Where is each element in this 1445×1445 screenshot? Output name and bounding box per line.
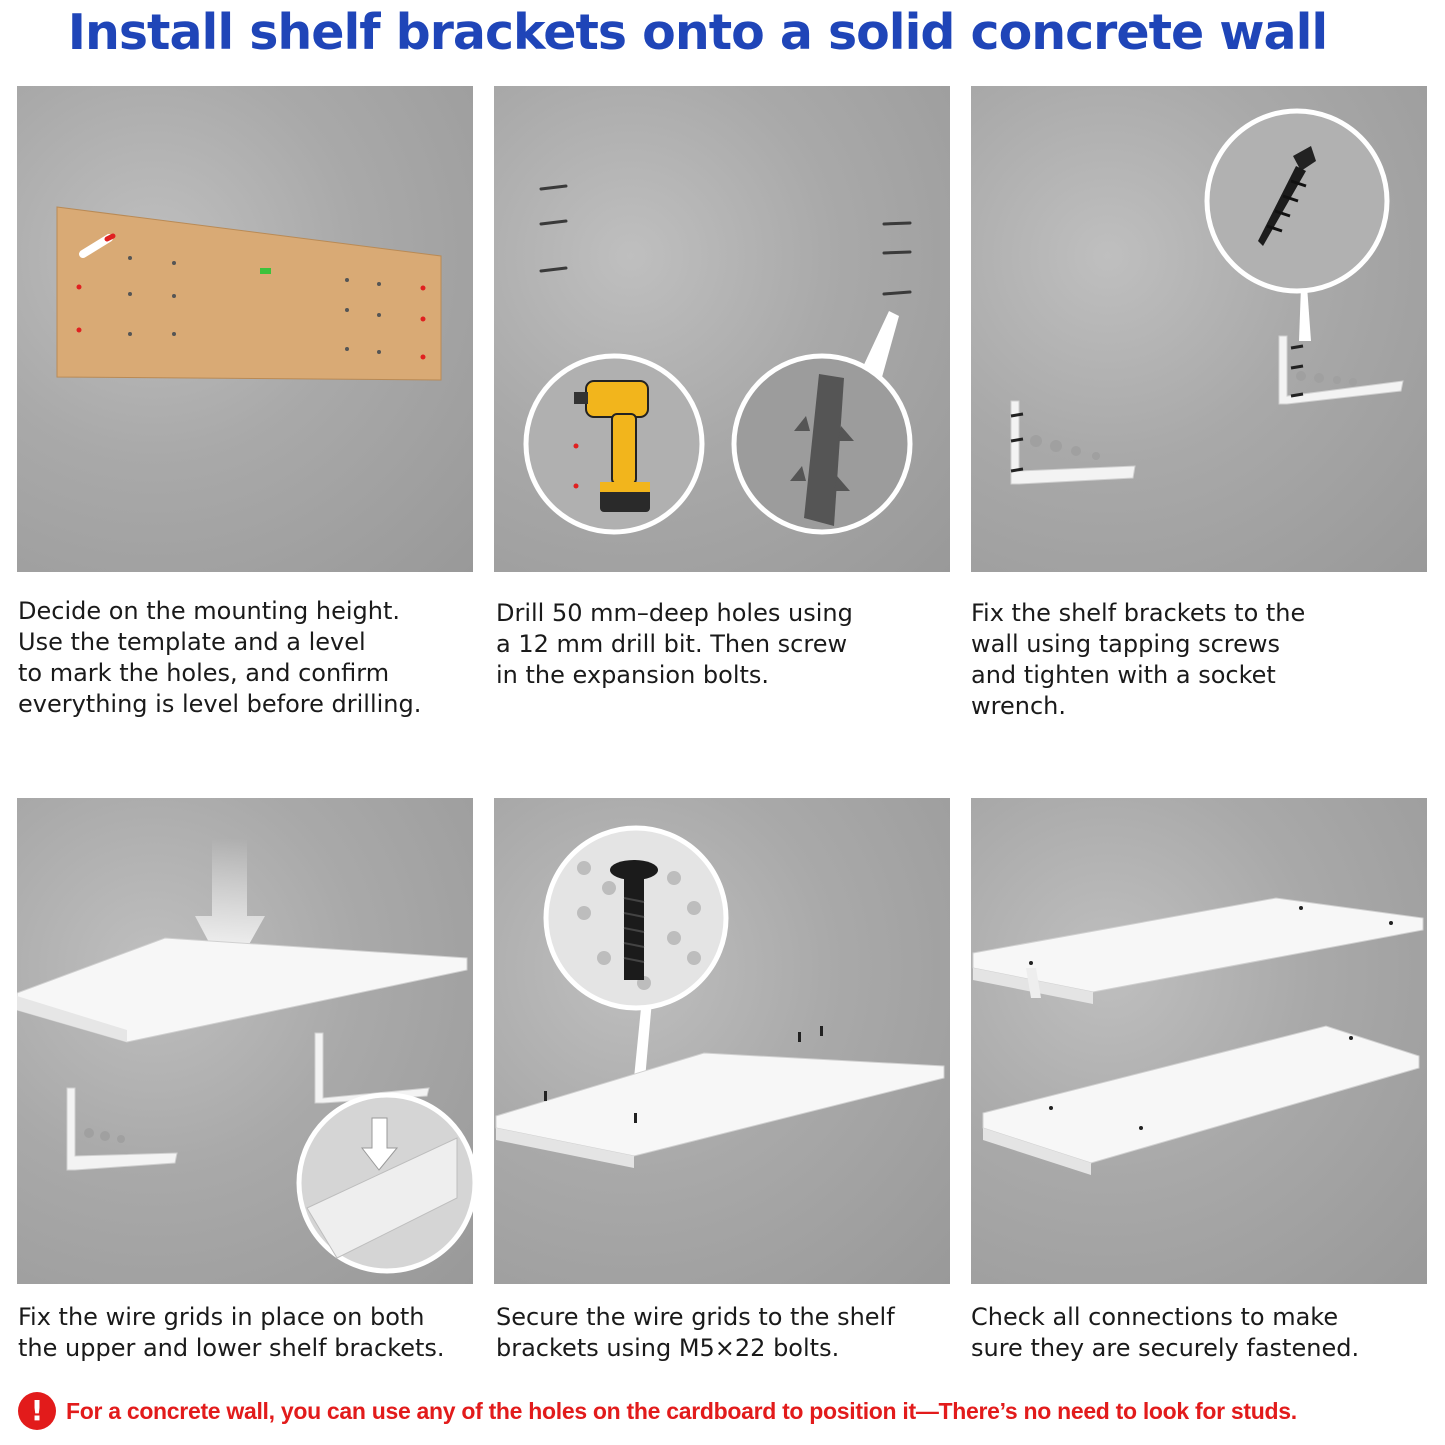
bracket-lower-icon	[67, 1088, 177, 1170]
lower-shelf	[983, 1026, 1419, 1163]
caption-line: wrench.	[971, 692, 1066, 720]
caption-line: to mark the holes, and confirm	[18, 659, 390, 687]
step-6-image	[971, 798, 1427, 1284]
step-4-image	[17, 798, 473, 1284]
expansion-bolts-right	[884, 223, 910, 294]
caption-line: a 12 mm drill bit. Then screw	[496, 630, 848, 658]
caption-line: the upper and lower shelf brackets.	[18, 1334, 445, 1362]
step-6-caption	[971, 1302, 1421, 1364]
caption-line: in the expansion bolts.	[496, 661, 770, 689]
caption-line: Use the template and a level	[18, 628, 366, 656]
step-3-caption	[971, 598, 1421, 722]
warning-text: For a concrete wall, you can use any of the holes on the cardboard to position it—There’s no need to look for studs.	[66, 1398, 1297, 1424]
page-title: Install shelf brackets onto a solid concrete wall	[67, 4, 1328, 61]
step-5-image	[494, 798, 950, 1284]
step-2-caption	[496, 598, 946, 691]
cardboard-template	[57, 207, 441, 380]
step-4-caption	[18, 1302, 468, 1364]
upper-shelf	[973, 898, 1423, 992]
step-1-caption	[18, 596, 468, 720]
caption-line: and tighten with a socket	[971, 661, 1276, 689]
caption-line: Fix the shelf brackets to the	[971, 599, 1306, 627]
step-2-image	[494, 86, 950, 572]
step-3-image	[971, 86, 1427, 572]
warning-note	[18, 1392, 1418, 1434]
caption-line: Decide on the mounting height.	[18, 597, 401, 625]
bracket-left-icon	[1011, 401, 1135, 484]
caption-line: sure they are securely fastened.	[971, 1334, 1360, 1362]
caption-line: Secure the wire grids to the shelf	[496, 1303, 895, 1331]
caption-line: everything is level before drilling.	[18, 690, 422, 718]
exclamation-icon: !	[18, 1392, 56, 1430]
caption-line: wall using tapping screws	[971, 630, 1281, 658]
bracket-upper-icon	[315, 1033, 429, 1103]
step-5-caption	[496, 1302, 946, 1364]
caption-line: Drill 50 mm–deep holes using	[496, 599, 853, 627]
expansion-bolts-left	[541, 186, 566, 271]
caption-line: Fix the wire grids in place on both	[18, 1303, 425, 1331]
step-1-image	[17, 86, 473, 572]
caption-line: Check all connections to make	[971, 1303, 1339, 1331]
wire-grid-shelf	[496, 1053, 944, 1156]
caption-line: brackets using M5×22 bolts.	[496, 1334, 840, 1362]
level-bubble-icon	[260, 268, 271, 274]
